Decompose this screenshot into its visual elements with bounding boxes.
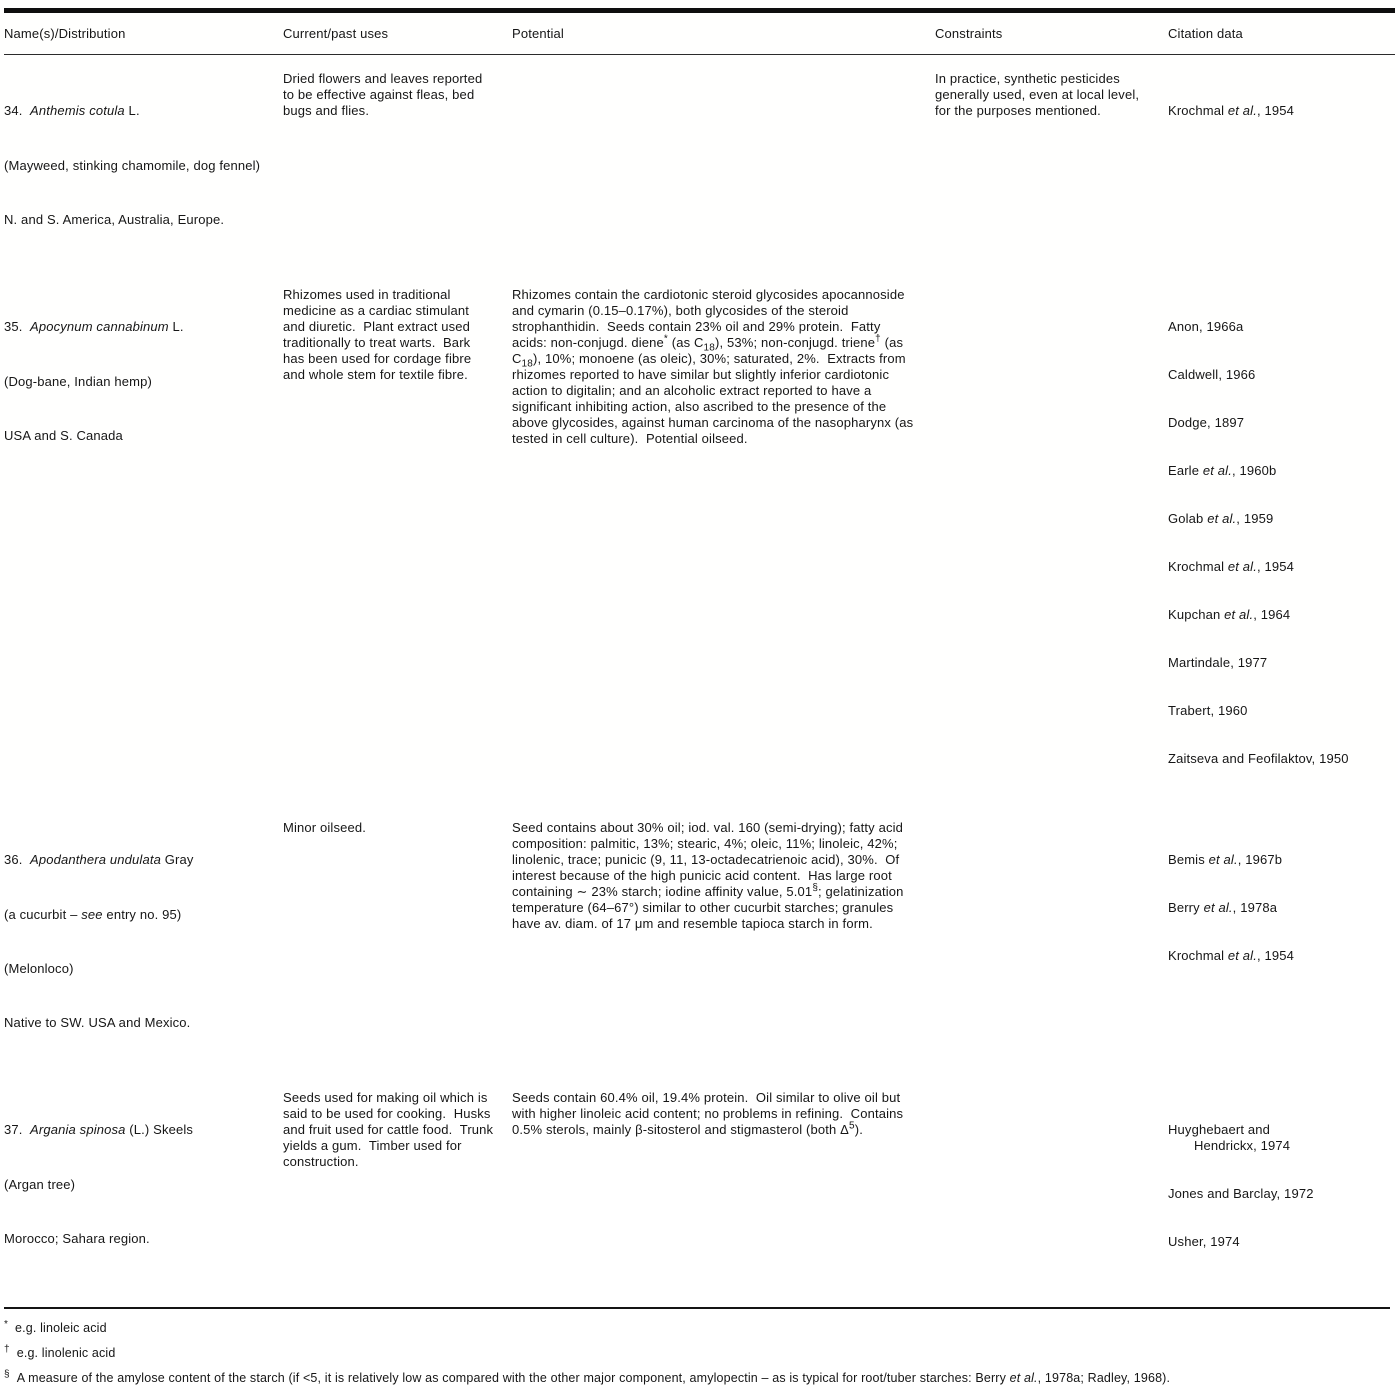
footnotes bbox=[4, 1318, 1398, 1386]
column-header-citation-data: Citation data bbox=[1168, 26, 1243, 41]
name-distribution-cell bbox=[4, 1090, 283, 1285]
table-header-row bbox=[4, 13, 1398, 54]
name-distribution-cell bbox=[4, 820, 283, 1069]
citations-cell bbox=[1168, 1090, 1346, 1285]
distribution: Native to SW. USA and Mexico. bbox=[4, 1015, 191, 1030]
cross-reference: (a cucurbit – see entry no. 95) bbox=[4, 907, 182, 922]
constraints-cell bbox=[935, 820, 1168, 1069]
uses-cell: Rhizomes used in traditional medicine as a cardiac stimulant and diuretic. Plant extract used traditionally to treat warts. Bark has been used for cordage fibre and whole stem for textile fibre. bbox=[283, 287, 475, 382]
species-name: 36. Apodanthera undulata Gray bbox=[4, 852, 194, 867]
constraints-cell: In practice, synthetic pesticides generally used, even at local level, for the purposes mentioned. bbox=[935, 71, 1143, 118]
citation: Jones and Barclay, 1972 bbox=[1168, 1186, 1314, 1201]
distribution: N. and S. America, Australia, Europe. bbox=[4, 212, 225, 227]
citation: Bemis et al., 1967b bbox=[1168, 852, 1283, 867]
name-distribution-cell bbox=[4, 71, 283, 266]
citation: Kupchan et al., 1964 bbox=[1168, 607, 1291, 622]
citations-cell bbox=[1168, 287, 1398, 799]
citation: Krochmal et al., 1954 bbox=[1168, 103, 1295, 118]
potential-cell: Rhizomes contain the cardiotonic steroid glycosides apocannoside and cymarin (0.15–0.17%), both glycosides of the steroid strophanthidin. Seeds contain 23% oil and 29% protein. Fatty acids: non-conjugd. diene* (as $C_{18}$), 53%; non-conjugd. triene† (as $C_{18}$), 10%; monoene (as oleic), 30%; saturated, 2%. Extracts from rhizomes reported to have similar but slightly inferior cardiotonic action to digitalin; and an alcoholic extract reported to have a significant inhibiting action, also ascribed to the presence of the above glycosides, against human carcinoma of the nasopharynx (as tested in cell culture). Potential oilseed. bbox=[512, 287, 918, 446]
column-header-potential: Potential bbox=[512, 26, 564, 41]
column-header-uses: Current/past uses bbox=[283, 26, 389, 41]
citation: Martindale, 1977 bbox=[1168, 655, 1268, 670]
uses-cell: Seeds used for making oil which is said to be used for cooking. Husks and fruit used for cattle food. Trunk yields a gum. Timber used for construction. bbox=[283, 1090, 497, 1169]
species-name: 35. Apocynum cannabinum L. bbox=[4, 319, 184, 334]
table-row bbox=[4, 1090, 1398, 1285]
citation: Usher, 1974 bbox=[1168, 1234, 1240, 1249]
footnote-marker: * bbox=[4, 1318, 9, 1330]
footer-rule bbox=[4, 1307, 1390, 1309]
footnote bbox=[4, 1368, 1390, 1386]
constraints-cell bbox=[935, 1090, 1168, 1285]
footnote-marker: † bbox=[4, 1343, 10, 1355]
citation: Krochmal et al., 1954 bbox=[1168, 948, 1295, 963]
citation: Zaitseva and Feofilaktov, 1950 bbox=[1168, 751, 1349, 766]
common-names: (Melonloco) bbox=[4, 961, 74, 976]
citations-cell bbox=[1168, 71, 1398, 266]
footnote-text: A measure of the amylose content of the starch (if <5, it is relatively low as compared with the other major component, amylopectin – as is typical for root/tuber starches: Berry et al., 1978a; Radley, 1968). bbox=[16, 1371, 1171, 1385]
citation: Earle et al., 1960b bbox=[1168, 463, 1277, 478]
uses-cell: Minor oilseed. bbox=[283, 820, 367, 835]
footnote bbox=[4, 1343, 1390, 1361]
potential-cell: Seeds contain 60.4% oil, 19.4% protein. Oil similar to olive oil but with higher linoleic acid content; no problems in refining. Contains 0.5% sterols, mainly β-sitosterol and stigmasterol (both $\Delta^5$). bbox=[512, 1090, 907, 1137]
table-row bbox=[4, 287, 1398, 799]
footnote bbox=[4, 1318, 1390, 1336]
constraints-cell bbox=[935, 287, 1168, 799]
citation: Golab et al., 1959 bbox=[1168, 511, 1274, 526]
potential-cell: Seed contains about 30% oil; iod. val. 160 (semi-drying); fatty acid composition: palmitic, 13%; stearic, 4%; oleic, 11%; linoleic, 42%; linolenic, trace; punicic (9, 11, 13-octadecatrienoic acid), 30%. Of interest because of the high punicic acid content. Has large root containing ∼ 23% starch; iodine affinity value, 5.01§; gelatinization temperature (64–67°) similar to other cucurbit starches; granules have av. diam. of 17 μm and resemble tapioca starch in form. bbox=[512, 820, 908, 931]
column-header-constraints: Constraints bbox=[935, 26, 1003, 41]
citation: Berry et al., 1978a bbox=[1168, 900, 1278, 915]
footnote-text: e.g. linolenic acid bbox=[16, 1346, 116, 1360]
table-row bbox=[4, 71, 1398, 266]
citation: Dodge, 1897 bbox=[1168, 415, 1245, 430]
footnote-marker: § bbox=[4, 1368, 10, 1380]
uses-cell: Dried flowers and leaves reported to be effective against fleas, bed bugs and flies. bbox=[283, 71, 487, 118]
common-names: (Argan tree) bbox=[4, 1177, 76, 1192]
species-name: 34. Anthemis cotula L. bbox=[4, 103, 140, 118]
table-body bbox=[4, 55, 1398, 1285]
citations-cell bbox=[1168, 820, 1398, 1069]
footnote-text: e.g. linoleic acid bbox=[15, 1321, 107, 1335]
distribution: Morocco; Sahara region. bbox=[4, 1231, 150, 1246]
column-header-name-distribution: Name(s)/Distribution bbox=[4, 26, 126, 41]
citation: Caldwell, 1966 bbox=[1168, 367, 1256, 382]
species-name: 37. Argania spinosa (L.) Skeels bbox=[4, 1122, 194, 1137]
citation: Huyghebaert and Hendrickx, 1974 bbox=[1168, 1122, 1291, 1153]
name-distribution-cell bbox=[4, 287, 283, 799]
distribution: USA and S. Canada bbox=[4, 428, 123, 443]
common-names: (Dog-bane, Indian hemp) bbox=[4, 374, 152, 389]
potential-cell bbox=[512, 71, 935, 266]
common-names: (Mayweed, stinking chamomile, dog fennel) bbox=[4, 158, 261, 173]
citation: Trabert, 1960 bbox=[1168, 703, 1248, 718]
table-row bbox=[4, 820, 1398, 1069]
citation: Anon, 1966a bbox=[1168, 319, 1244, 334]
citation: Krochmal et al., 1954 bbox=[1168, 559, 1295, 574]
